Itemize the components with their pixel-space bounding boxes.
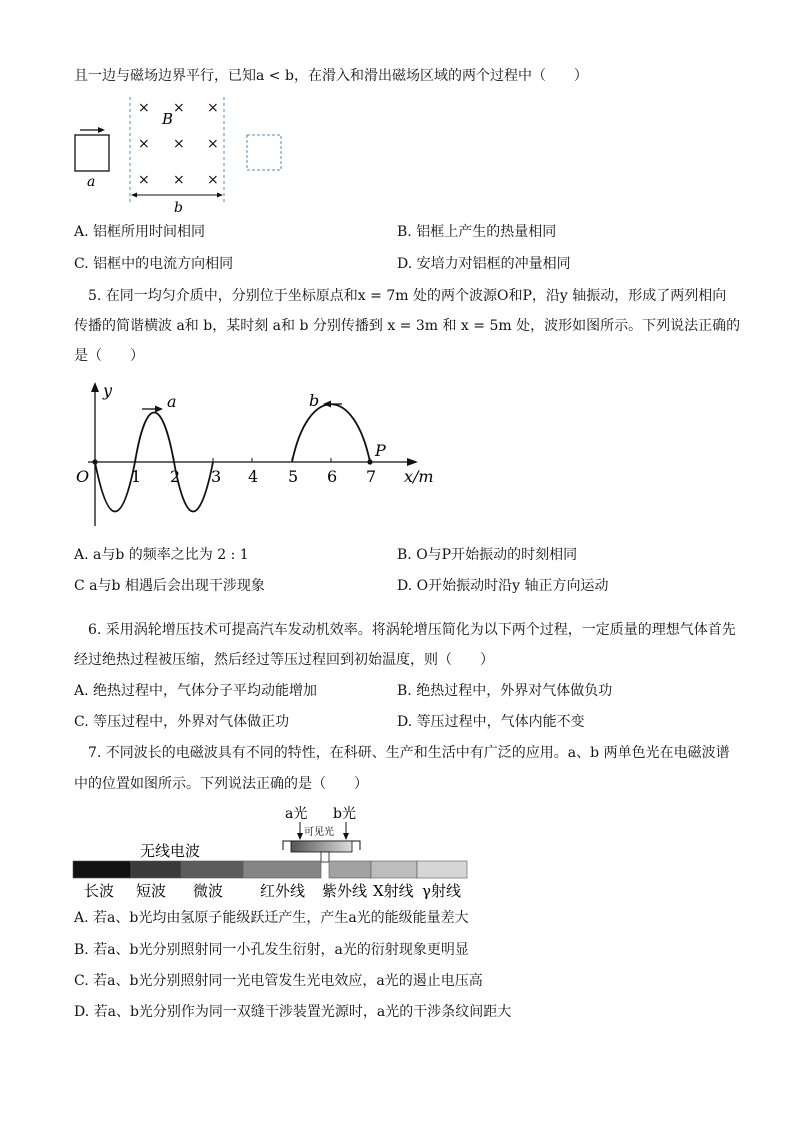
q4-option-b: B. 铝框上产生的热量相同 [397, 224, 557, 240]
field-cross: × [138, 100, 150, 116]
field-cross: × [173, 100, 185, 116]
label-B: B [162, 110, 174, 128]
band-label-microwave: 微波 [193, 882, 224, 900]
band-label-infrared: 红外线 [260, 882, 306, 900]
frame-exit-position [247, 135, 281, 170]
q6-stem-line2: 经过绝热过程被压缩，然后经过等压过程回到初始温度，则（ ） [74, 652, 494, 668]
q7-option-b: B. 若a、b光分别照射同一小孔发生衍射，a光的衍射现象更明显 [74, 942, 469, 958]
visible-light-label: 可见光 [304, 827, 334, 838]
q4-option-c: C. 铝框中的电流方向相同 [74, 256, 234, 272]
radio-wave-label: 无线电波 [140, 842, 201, 860]
b-light-arrow [343, 833, 349, 840]
field-cross: × [173, 136, 185, 152]
band-label-short-wave: 短波 [136, 882, 167, 900]
band-label-ultraviolet: 紫外线 [322, 882, 368, 900]
q5-stem-line3: 是（ ） [74, 348, 144, 364]
band-label-gamma-ray: γ射线 [422, 882, 461, 900]
tick-label-2: 2 [170, 467, 181, 486]
aluminum-frame [75, 135, 109, 171]
a-light-arrow [297, 833, 303, 840]
wave-figure [70, 376, 440, 532]
q6-option-d: D. 等压过程中，气体内能不变 [397, 714, 585, 730]
q5-stem-line1: 5. 在同一均匀介质中，分别位于坐标原点和x = 7m 处的两个波源O和P，沿y 轴振动，形成了两列相向 [88, 288, 727, 304]
em-spectrum-figure [70, 800, 480, 902]
label-b: b [174, 200, 183, 216]
band-label-x-ray: X射线 [373, 882, 414, 900]
tick-label-1: 1 [131, 467, 142, 486]
tick-label-6: 6 [327, 467, 338, 486]
point-P [367, 459, 372, 464]
q7-stem-line1: 7. 不同波长的电磁波具有不同的特性，在科研、生产和生活中有广泛的应用。a、b 两单色光在电磁波谱 [88, 745, 730, 761]
q4-option-a: A. 铝框所用时间相同 [74, 224, 206, 240]
b-light-label: b光 [333, 806, 356, 822]
q5-stem-line2: 传播的简谐横波 a和 b，某时刻 a和 b 分别传播到 x = 3m 和 x = 5m 处，波形如图所示。下列说法正确的 [74, 318, 741, 334]
field-cross: × [138, 172, 150, 188]
band-label-long-wave: 长波 [84, 882, 115, 900]
q7-option-c: C. 若a、b光分别照射同一光电管发生光电效应，a光的遏止电压高 [74, 973, 483, 989]
tick-label-4: 4 [248, 467, 259, 486]
field-cross: × [207, 100, 219, 116]
tick-label-7: 7 [366, 467, 377, 486]
label-a: a [87, 174, 96, 190]
wave-b-curve [292, 404, 370, 462]
q7-stem-line2: 中的位置如图所示。下列说法正确的是（ ） [74, 776, 368, 792]
origin-label: O [76, 467, 90, 486]
q7-option-d: D. 若a、b光分别作为同一双缝干涉装置光源时，a光的干涉条纹间距大 [74, 1004, 512, 1020]
field-cross: × [207, 172, 219, 188]
wave-a-label: a [167, 392, 177, 411]
point-O [92, 459, 97, 464]
q7-option-a: A. 若a、b光均由氢原子能级跃迁产生，产生a光的能级能量差大 [74, 910, 469, 926]
field-cross: × [138, 136, 150, 152]
x-axis-label: x/m [404, 467, 434, 486]
q6-stem-line1: 6. 采用涡轮增压技术可提高汽车发动机效率。将涡轮增压简化为以下两个过程，一定质量的理想气体首先 [88, 622, 736, 638]
q6-option-b: B. 绝热过程中，外界对气体做负功 [397, 683, 613, 699]
field-cross: × [207, 136, 219, 152]
intro-line: 且一边与磁场边界平行，已知a < b，在滑入和滑出磁场区域的两个过程中（ ） [74, 68, 588, 84]
field-cross: × [173, 172, 185, 188]
q5-option-c: C a与b 相遇后会出现干涉现象 [74, 578, 265, 594]
magnetic-field-figure [70, 92, 300, 217]
tick-label-3: 3 [211, 467, 222, 486]
q6-option-c: C. 等压过程中，外界对气体做正功 [74, 714, 290, 730]
y-axis-label: y [103, 381, 113, 400]
visible-light-band [291, 841, 352, 852]
q6-option-a: A. 绝热过程中，气体分子平均动能增加 [74, 683, 318, 699]
q5-option-b: B. O与P开始振动的时刻相同 [397, 547, 578, 563]
point-P-label: P [375, 441, 386, 460]
a-light-label: a光 [285, 806, 308, 822]
tick-label-5: 5 [288, 467, 299, 486]
q5-option-a: A. a与b 的频率之比为 2 : 1 [74, 547, 249, 563]
spectrum-bar [73, 861, 467, 878]
q4-option-d: D. 安培力对铝框的冲量相同 [397, 256, 571, 272]
wave-b-label: b [309, 391, 320, 410]
q5-option-d: D. O开始振动时沿y 轴正方向运动 [397, 578, 609, 594]
